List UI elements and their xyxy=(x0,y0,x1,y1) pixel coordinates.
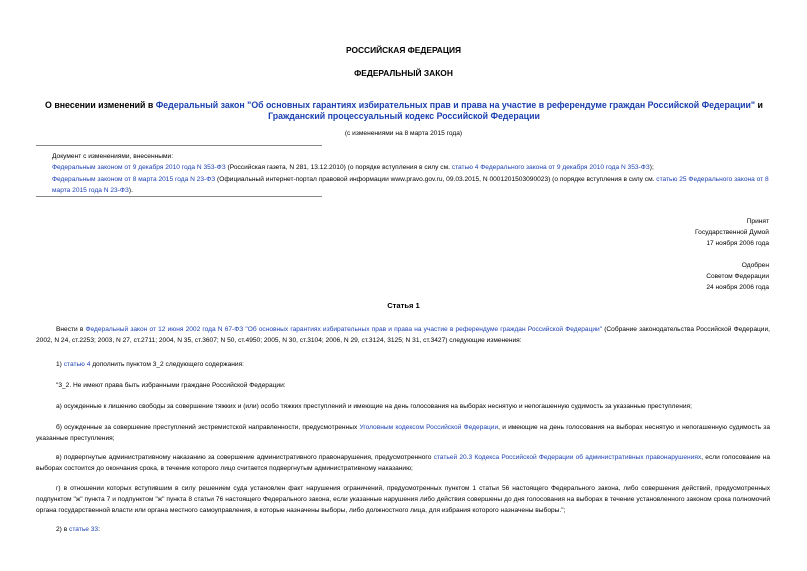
changes-item-2-link[interactable]: Федеральным законом от 8 марта 2015 года N 23-ФЗ xyxy=(52,175,216,183)
body-paragraph-8 xyxy=(36,524,770,535)
body-paragraph-3 xyxy=(36,380,770,391)
accepted-line-3: 17 ноября 2006 года xyxy=(706,240,769,248)
p1-text-a: Внести в xyxy=(56,326,86,333)
changes-item-1-link[interactable]: Федеральным законом от 9 декабря 2010 года N 353-ФЗ xyxy=(52,164,226,172)
p3-text: "3_2. Не имеют права быть избранными граждане Российской Федерации: xyxy=(56,382,286,389)
document-subtitle: (с изменениями на 8 марта 2015 года) xyxy=(344,130,463,137)
p8-link-article-33[interactable]: статье 33 xyxy=(69,526,99,533)
changes-item-2-link-article[interactable]: статью 25 Федерального закона от 8 марта 2015 года N 23-ФЗ xyxy=(52,175,769,194)
title-link-federal-law[interactable]: Федеральный закон "Об основных гарантиях избирательных прав и права на участие в референдуме граждан Российской Федерации" xyxy=(155,100,756,110)
body-paragraph-4 xyxy=(36,401,770,412)
accepted-line-2: Государственной Думой xyxy=(695,229,769,237)
changes-item-1-text: (Российская газета, N 281, 13.12.2010) (о порядке вступления в силу см. xyxy=(225,164,452,172)
changes-block xyxy=(52,151,772,196)
changes-item-1-end: ); xyxy=(649,164,654,172)
changes-item-2-end: ). xyxy=(128,186,133,194)
changes-heading: Документ с изменениями, внесенными: xyxy=(52,153,174,160)
p1-link-federal-law[interactable]: Федеральный закон от 12 июня 2002 года N 67-ФЗ "Об основных гарантиях избирательных прав и права на участие в референдуме граждан Российской Федерации" xyxy=(85,326,603,333)
approved-block xyxy=(706,260,769,294)
body-paragraph-5 xyxy=(36,422,770,444)
body-paragraph-2 xyxy=(36,359,770,370)
changes-item-1 xyxy=(52,162,772,173)
accepted-line-1: Принят xyxy=(746,218,769,225)
p2-text-a: 1) xyxy=(56,361,64,368)
approved-line-2: Советом Федерации xyxy=(706,273,769,281)
p6-text-b: , если голосование на выборах состоится до окончания срока, в течение которого лицо считается подвергнутым административному наказанию; xyxy=(36,454,770,473)
p7-text: г) в отношении которых вступившим в силу решением суда установлен факт нарушения ограничений, предусмотренных пунктом 1 статьи 56 настоящего Федерального закона, либо совершения действий, предусмотренных подпунктом "ж" пункта 7 и подпунктом "ж" пункта 8 статьи 76 настоящего Федерального закона, если указанные нарушения либо действия совершены до дня голосования на выборах в течение установленного законом срока полномочий органа государственной власти или органа местного самоуправления, в которые назначены выборы, либо должностного лица, для избрания которого назначены выборы."; xyxy=(36,485,770,515)
changes-item-1-link-article[interactable]: статью 4 Федерального закона от 9 декабря 2010 года N 353-ФЗ xyxy=(451,164,650,172)
p1-text-b: (Собрание законодательства Российской Федерации, 2002, N 24, ст.2253; 2003, N 27, ст.2711; 2004, N 35, ст.3607; N 50, ст.4950; 2005, N 30, ст.3104; 2006, N 29, ст.3124, 3125; N 31, ст.3427) следующие изменения: xyxy=(36,326,770,345)
body-paragraph-1 xyxy=(36,324,770,346)
title-link-civil-code[interactable]: Гражданский процессуальный кодекс Российской Федерации xyxy=(268,111,540,121)
title-middle: и xyxy=(755,100,763,110)
changes-item-2 xyxy=(36,174,772,197)
p5-link-criminal-code[interactable]: Уголовным кодексом Российской Федерации xyxy=(359,424,499,431)
p6-link-admin-code[interactable]: статьей 20.3 Кодекса Российской Федерации об административных правонарушениях xyxy=(433,454,702,461)
p8-text-b: : xyxy=(98,526,100,533)
document-title xyxy=(30,100,778,122)
article-title: Статья 1 xyxy=(387,301,420,310)
changes-item-2-text: (Официальный интернет-портал правовой информации www.pravo.gov.ru, 09.03.2015, N 0001201503090023) (о порядке вступления в силу см. xyxy=(215,175,657,183)
p2-text-b: дополнить пунктом 3_2 следующего содержания: xyxy=(90,361,244,368)
p8-text-a: 2) в xyxy=(56,526,70,533)
body-paragraph-6 xyxy=(36,452,770,474)
p4-text: а) осужденные к лишению свободы за совершение тяжких и (или) особо тяжких преступлений и имеющие на день голосования на выборах неснятую и непогашенную судимость за указанные преступления; xyxy=(56,403,692,410)
p5-text-a: б) осужденные за совершение преступлений экстремистской направленности, предусмотренных xyxy=(56,424,360,431)
accepted-block xyxy=(695,216,769,250)
title-prefix: О внесении изменений в xyxy=(45,100,156,110)
p2-link-article-4[interactable]: статью 4 xyxy=(63,361,91,368)
body-paragraph-7 xyxy=(36,483,770,517)
law-type-heading: ФЕДЕРАЛЬНЫЙ ЗАКОН xyxy=(354,68,453,78)
divider-top xyxy=(36,145,322,146)
approved-line-3: 24 ноября 2006 года xyxy=(706,284,769,292)
p6-text-a: в) подвергнутые административному наказанию за совершение административного правонарушения, предусмотренного xyxy=(56,454,434,461)
p5-text-b: , и имеющие на день голосования на выборах неснятую и непогашенную судимость за указанные преступления; xyxy=(36,424,771,443)
approved-line-1: Одобрен xyxy=(741,262,769,269)
divider-bottom xyxy=(36,196,322,197)
country-heading: РОССИЙСКАЯ ФЕДЕРАЦИЯ xyxy=(345,45,462,55)
